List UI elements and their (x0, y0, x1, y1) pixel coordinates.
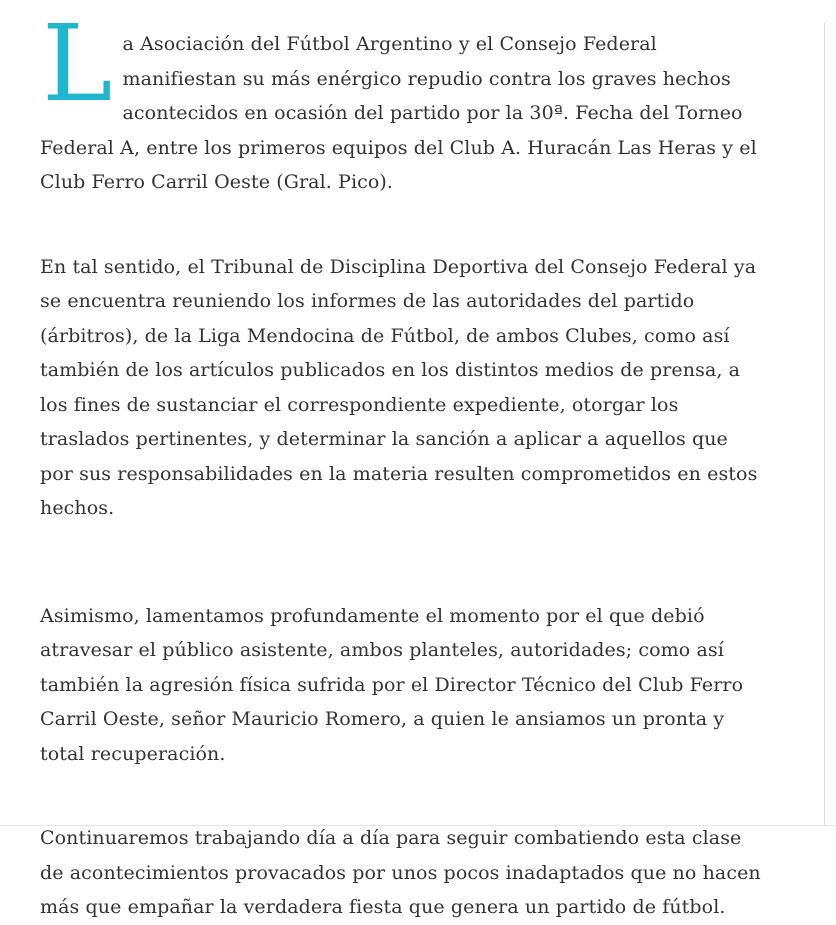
paragraph: Asimismo, lamentamos profundamente el momento por el que debió atravesar el público asistente, ambos planteles, autoridades; como así también la agresión física sufrida por el Director Técnico del Club Ferro Carril Oeste, señor Mauricio Romero, a quien le ansiamos un pronta y total recuperación. (40, 604, 744, 765)
column-divider (824, 23, 825, 826)
paragraph: En tal sentido, el Tribunal de Disciplina Deportiva del Consejo Federal ya se encuentra reuniendo los informes de las autoridades del partido (árbitros), de la Liga Mendocina de Fútbol, de ambos Clubes, como así también de los artículos publicados en los distintos medios de prensa, a los fines de sustanciar el correspondiente expediente, otorgar los traslados pertinentes, y determinar la sanción a aplicar a aquellos que por sus responsabilidades en la materia resulten comprometidos en estos hechos. (40, 255, 758, 519)
paragraph-lead-text: a Asociación del Fútbol Argentino y el Consejo Federal manifiestan su más enérgico repudio contra los graves hechos acontecidos en ocasión del partido por la 30ª. Fecha del Torneo Federal A, entre los primeros equipos del Club A. Huracán Las Heras y el Club Ferro Carril Oeste (Gral. Pico). (40, 33, 757, 193)
paragraph-lead (40, 2, 766, 200)
dropcap-letter: L (42, 2, 113, 125)
paragraph: Continuaremos trabajando día a día para seguir combatiendo esta clase de acontecimientos provacados por unos pocos inadaptados que no hacen más que empañar la verdadera fiesta que genera un partido de fútbol. (40, 827, 761, 918)
